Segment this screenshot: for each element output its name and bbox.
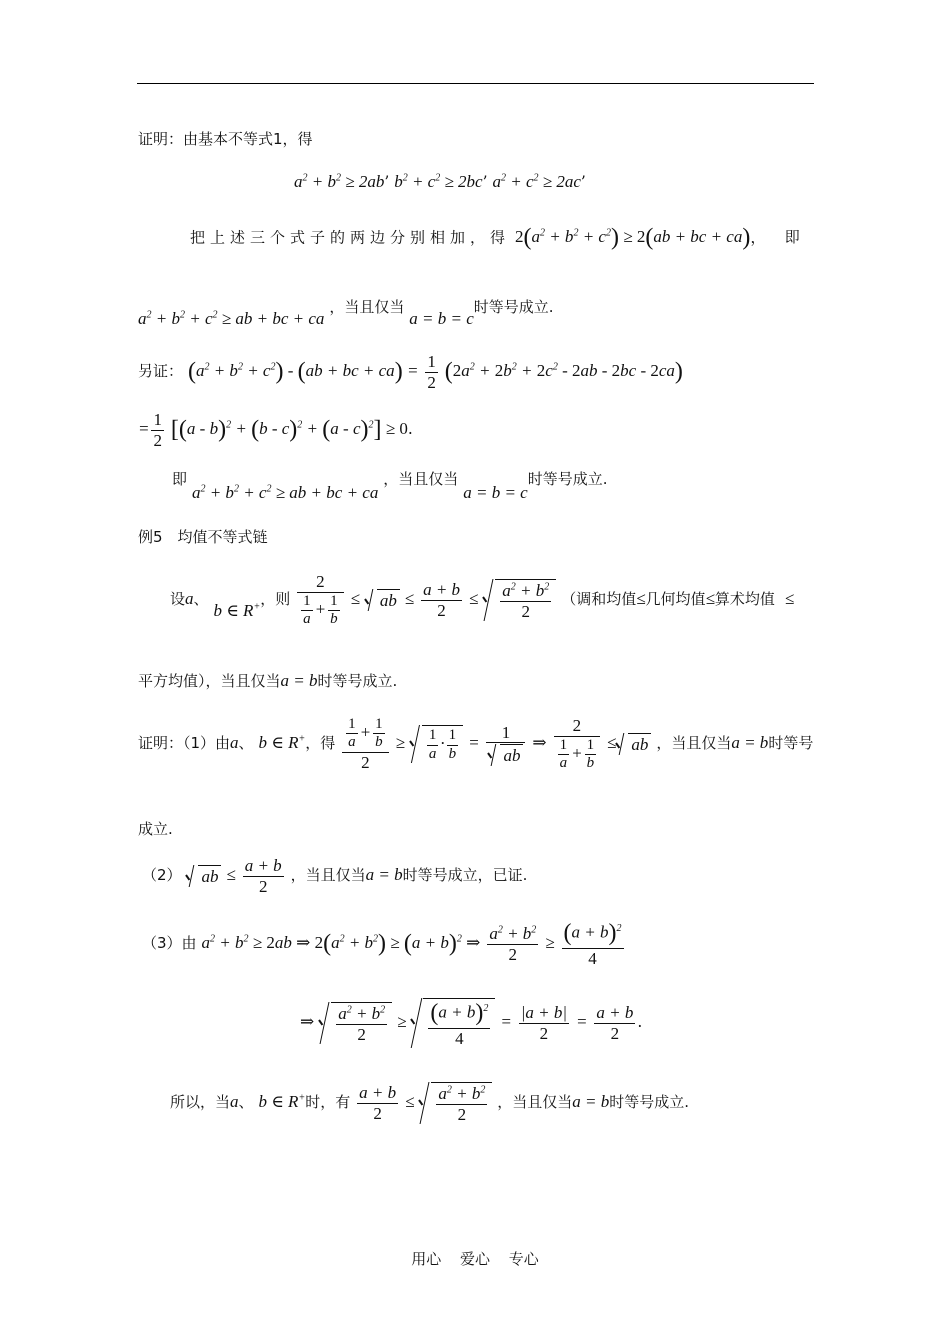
- alt-proof-label: 另证：: [138, 362, 184, 381]
- equal-sign-end-a: 时等号: [768, 734, 814, 753]
- then-text: ，则: [260, 590, 291, 609]
- let-text: 设: [170, 590, 186, 609]
- alt-proof-line: 另证： $(a^2 + b^2 + c^2) - (ab$ + bc + ca) = $\frac{1}{2}$ $(2a^2 + 2b^2 + 2c^2 - 2ab - 2bc - 2ca)$: [138, 352, 683, 392]
- paren-note-c: 算术均值: [714, 590, 775, 609]
- conclude-shi: 时，有: [305, 1093, 351, 1112]
- page-footer: 用心 爱心 专心: [411, 1250, 539, 1268]
- paren-note-a: （调和均值: [561, 590, 637, 609]
- chain-end: 平方均值），当且仅当a = b时等号成立.: [138, 671, 398, 690]
- equality-text-6: ，当且仅当: [497, 1093, 573, 1112]
- add-text: 把上述三个式子的两边分别相加，得: [190, 228, 511, 247]
- proof-part-3-cont: ⇒ $\frac{a^2 + b^2}{2}$ ≥ $\frac{(a + b)^2}{4}$ = $\frac{|a + b|}{2}$ = $\frac{a + b}{2}$ .: [300, 1000, 643, 1048]
- conclude-text: 所以，当: [170, 1093, 231, 1112]
- equality-end-2: 时等号成立.: [527, 470, 608, 488]
- equality-text-5: ，当且仅当: [290, 866, 366, 885]
- sum-statement: 把上述三个式子的两边分别相加，得 $2(a^2 + b^2 + c^2) \ge 2(ab$ + bc + ca)， 即: [190, 225, 800, 251]
- paren-note-b: 几何均值: [645, 590, 706, 609]
- mean-chain: 设a、 b ∈ R+，则 2 $\frac{1}{a}$ + $\frac{1}{b}$ ≤ ab ≤ $\frac{a + b}{2}$ ≤ $\frac{a^2 + b^2}{2}$ （调和均值≤几何均值≤算术均值 ≤: [170, 572, 795, 627]
- equality-end: 时等号成立.: [473, 298, 554, 316]
- proof1-end: 成立.: [138, 820, 173, 838]
- proof-intro: 证明：由基本不等式1，得: [138, 130, 313, 148]
- equality-text-2: ，当且仅当: [383, 470, 459, 488]
- equality-text: ，当且仅当: [329, 298, 405, 316]
- equality-text-4: ，当且仅当: [656, 734, 732, 753]
- equality-end-3: 时等号成立.: [317, 672, 398, 690]
- result-line-1: $a^2 + b^2 + c^2$ ≥ ab + bc + ca ，当且仅当 a = b = c时等号成立.: [138, 298, 554, 328]
- part2-label: （2）: [142, 866, 182, 885]
- example-title: 例5 均值不等式链: [138, 528, 268, 546]
- de-text: ，得: [305, 734, 336, 753]
- proof-part-2: （2） ab ≤ $\frac{a + b}{2}$ ，当且仅当a = b时等号成立，已证.: [142, 856, 528, 896]
- basic-inequalities: $a^2 + b^2 \ge 2ab$’ $b^2 + c^2 \ge 2bc$’ $a^2 + c^2 \ge 2ac$’: [294, 172, 586, 191]
- equality-end-4: 时等号成立.: [609, 1093, 690, 1112]
- proof-part-1: 证明：（1）由a、 b ∈ R+，得 $\frac{1}{a}$ + $\frac{1}{b}$ 2 ≥ $\frac{1}{a}$ · $\frac{1}{b}$ = $\frac{1}{ab}$ ⇒ 2 $\frac{1}{a}$ + $\frac{1}{b}$ ≤ ab ，当且仅当a = b时等号: [138, 716, 814, 772]
- proof1-label: 证明：（1）由: [138, 734, 231, 753]
- dun-3: 、: [238, 1093, 254, 1112]
- dun-1: 、: [193, 590, 209, 609]
- conclusion: 所以，当a、 b ∈ R+时，有 $\frac{a + b}{2}$ ≤ $\frac{a^2 + b^2}{2}$ ，当且仅当a = b时等号成立.: [170, 1083, 690, 1124]
- proof-part-3: （3）由 $a^2 + b^2 \ge 2ab$ ⇒ $2(a^2 + b^2) \ge (a + b)^2$ ⇒ $\frac{a^2 + b^2}{2}$ ≥ $\frac{(a + b)^2}{4}$: [142, 920, 622, 968]
- alt-proof-result: = $\frac{1}{2}$ [(a - b)$^2$ + (b - c)$^2$ + (a - c)$^2$] ≥ 0.: [138, 410, 413, 450]
- dun-2: 、: [238, 734, 254, 753]
- chain-end-text: 平方均值），当且仅当: [138, 672, 281, 690]
- part3-label: （3）由: [142, 934, 197, 953]
- ji-text: 即: [784, 228, 800, 247]
- header-rule: [137, 83, 814, 84]
- ji-text-2: 即: [172, 470, 188, 488]
- part2-end: 时等号成立，已证.: [402, 866, 528, 885]
- result-line-2: 即 $a^2 + b^2 + c^2$ ≥ ab + bc + ca ，当且仅当 a = b = c时等号成立.: [172, 470, 608, 502]
